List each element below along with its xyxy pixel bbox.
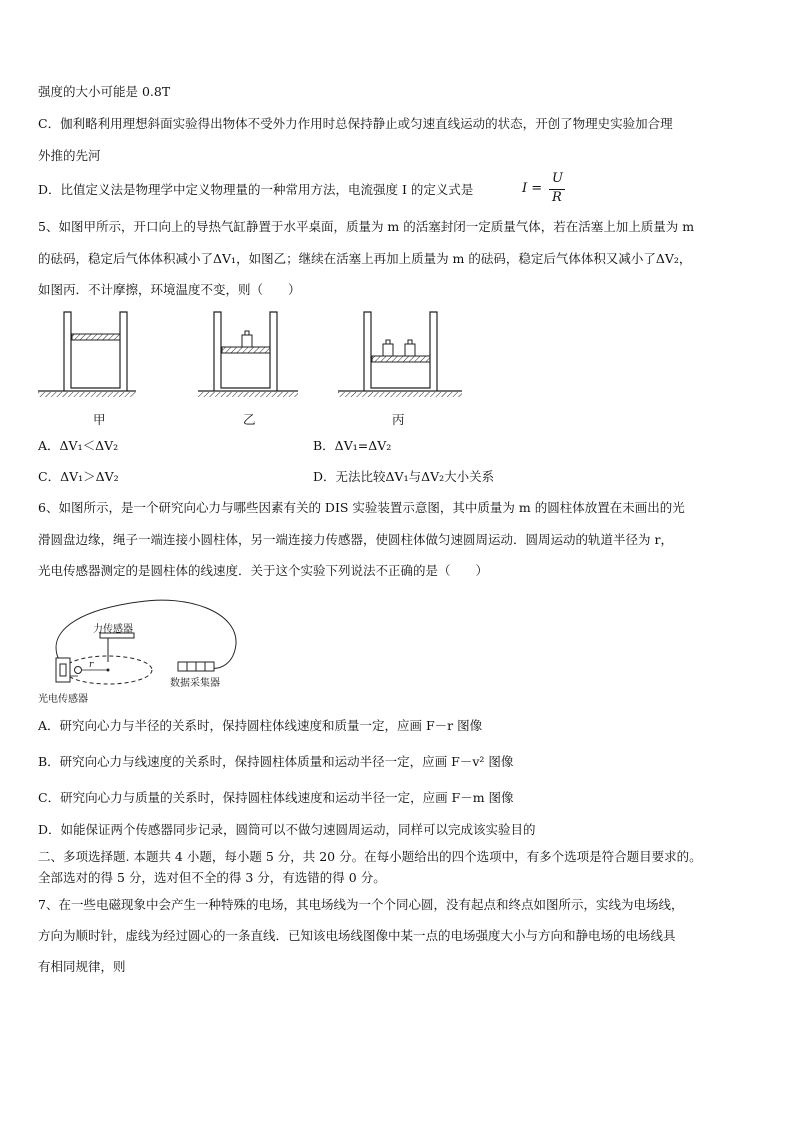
text-line: 强度的大小可能是 0.8T [38,84,171,99]
cylinder-mass-icon [75,667,82,674]
option-d: D．无法比较ΔV₁与ΔV₂大小关系 [313,469,495,484]
question-6-line: 光电传感器测定的是圆柱体的线速度．关于这个实验下列说法不正确的是（ ） [38,563,489,578]
caption-jia: 甲 [93,412,106,427]
question-5-line: 如图丙．不计摩擦，环境温度不变，则（ ） [38,282,301,297]
option-b: B．ΔV₁=ΔV₂ [313,438,392,453]
text-line: 外推的先河 [38,148,101,163]
question-6-line: 滑圆盘边缘，绳子一端连接小圆柱体，另一端连接力传感器，使圆柱体做匀速圆周运动．圆周运动的轨道半径为 r， [38,532,673,547]
force-sensor-label: 力传感器 [93,624,133,635]
question-5-line: 的砝码，稳定后气体体积减小了ΔV₁，如图乙；继续在活塞上再加上质量为 m 的砝码，稳定后气体体积又减小了ΔV₂， [38,251,692,266]
radius-label: r [89,660,94,670]
question-7-line: 方向为顺时针，虚线为经过圆心的一条直线．已知该电场线图像中某一点的电场强度大小与方向和静电场的电场线具 [38,928,676,943]
option-a: A．ΔV₁＜ΔV₂ [38,438,119,453]
option-c: C．伽利略利用理想斜面实验得出物体不受外力作用时总保持静止或匀速直线运动的状态，开创了物理史实验加合理 [38,116,673,131]
option-b: B．研究向心力与线速度的关系时，保持圆柱体质量和运动半径一定，应画 F－v² 图像 [38,754,514,769]
option-a: A．研究向心力与半径的关系时，保持圆柱体线速度和质量一定，应画 F－r 图像 [38,718,483,733]
caption-yi: 乙 [243,412,256,427]
cylinder-figures [38,308,468,400]
cylinder-yi [198,312,298,397]
option-c: C．ΔV₁＞ΔV₂ [38,469,119,484]
formula-lhs: I = [522,181,543,196]
option-d: D．如能保证两个传感器同步记录，圆筒可以不做匀速圆周运动，同样可以完成该实验目的 [38,822,536,837]
option-c: C．研究向心力与质量的关系时，保持圆柱体线速度和运动半径一定，应画 F－m 图像 [38,790,514,805]
cylinder-jia [38,312,136,397]
option-d: D．比值定义法是物理学中定义物理量的一种常用方法，电流强度 I 的定义式是 [38,182,474,197]
question-7-line: 有相同规律，则 [38,959,126,974]
photo-sensor-label: 光电传感器 [38,694,88,705]
formula-numerator: U [552,171,563,186]
question-7-line: 7、在一些电磁现象中会产生一种特殊的电场，其电场线为一个个同心圆，没有起点和终点如图所示，实线为电场线， [38,897,684,912]
section-instruction: 全部选对的得 5 分，选对但不全的得 3 分，有选错的得 0 分。 [38,870,386,885]
section-heading: 二、多项选择题. 本题共 4 小题，每小题 5 分，共 20 分。在每小题给出的四个选项中，有多个选项是符合题目要求的。 [38,849,702,864]
formula-denominator: R [552,190,562,205]
question-6-line: 6、如图所示，是一个研究向心力与哪些因素有关的 DIS 实验装置示意图，其中质量为 m 的圆柱体放置在未画出的光 [38,500,685,515]
question-5-line: 5、如图甲所示，开口向上的导热气缸静置于水平桌面，质量为 m 的活塞封闭一定质量气体，若在活塞上加上质量为 m [38,219,695,234]
caption-bing: 丙 [392,412,405,427]
data-collector-label: 数据采集器 [170,678,220,689]
cylinder-bing [338,312,462,397]
